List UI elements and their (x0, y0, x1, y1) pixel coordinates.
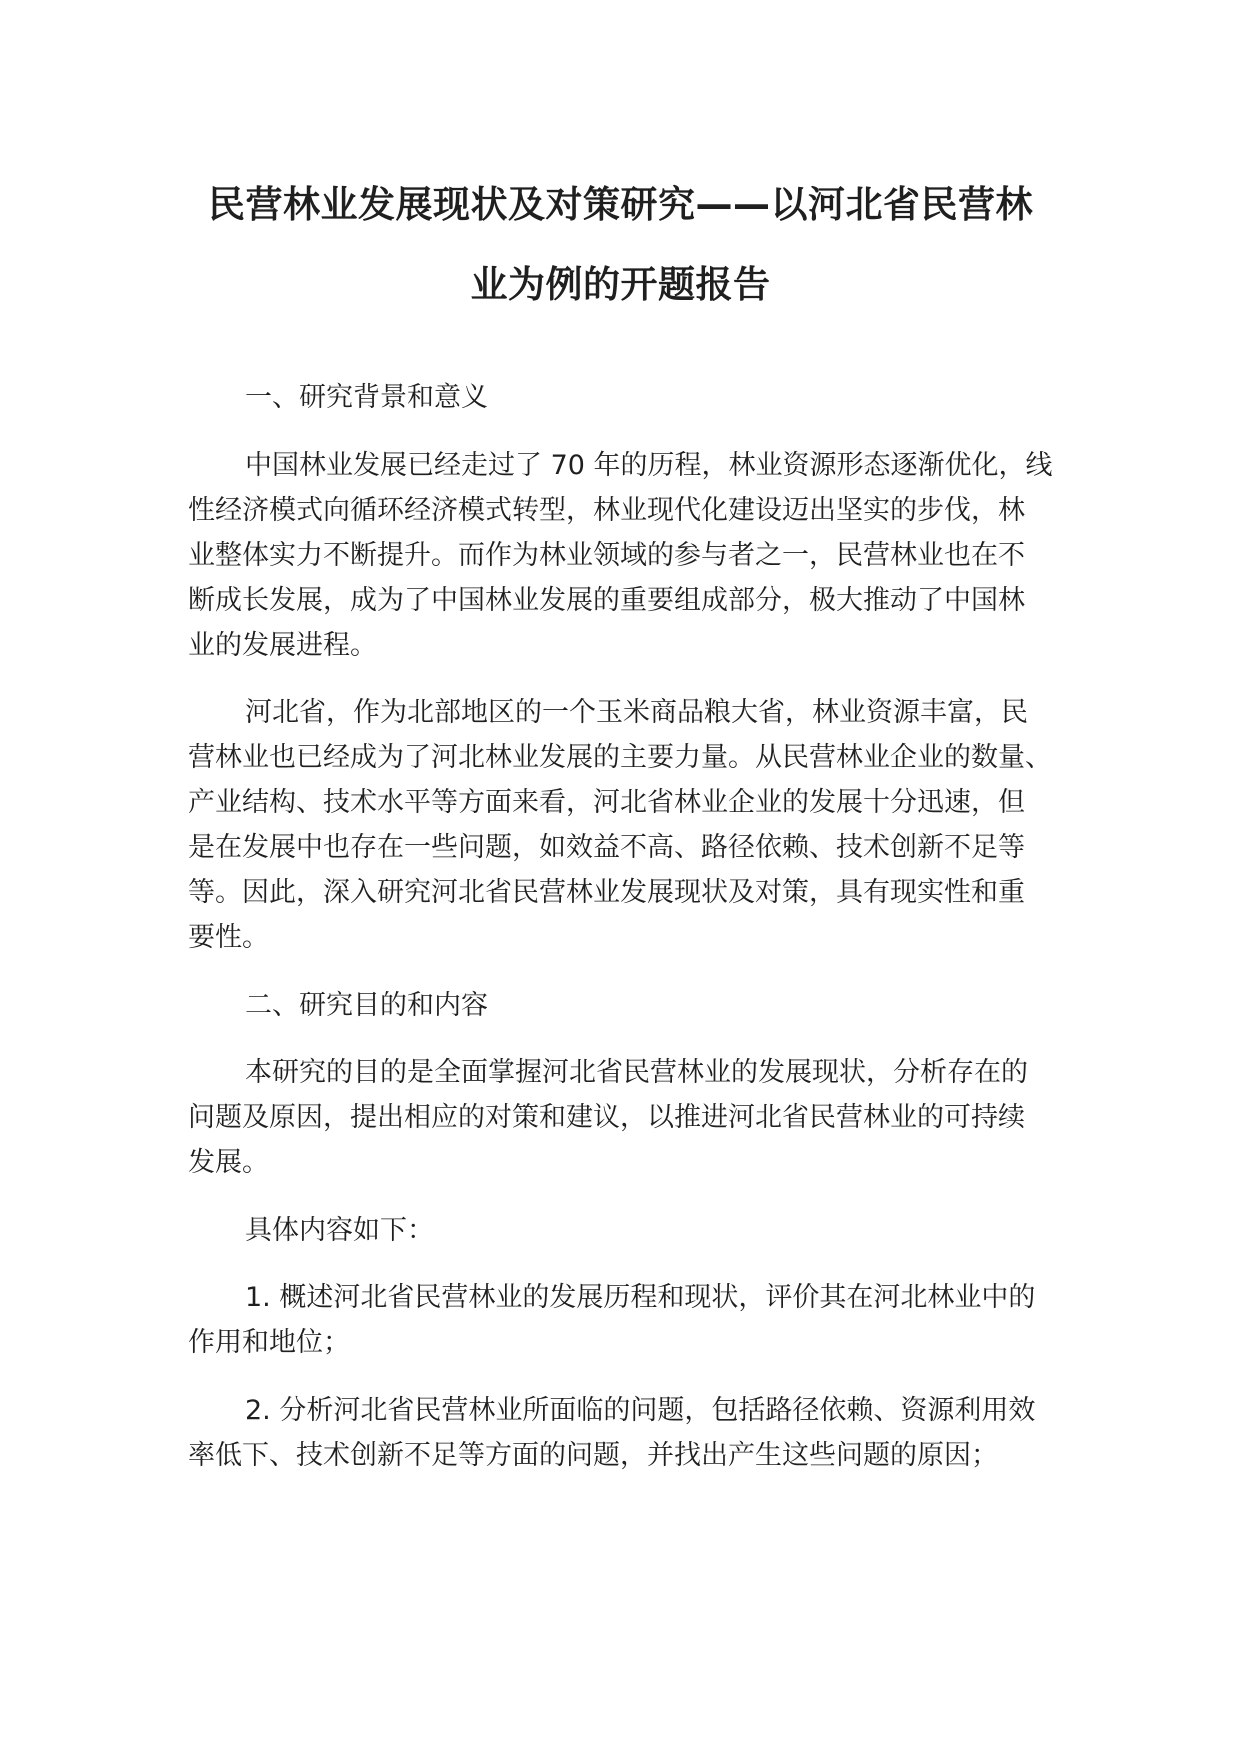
paragraph-line: 产业结构、技术水平等方面来看，河北省林业企业的发展十分迅速，但 (188, 787, 1025, 818)
paragraph-line: 具体内容如下： (245, 1214, 434, 1246)
paragraph-line: 是在发展中也存在一些问题，如效益不高、路径依赖、技术创新不足等 (188, 832, 1025, 863)
paragraph-line: 营林业也已经成为了河北林业发展的主要力量。从民营林业企业的数量、 (188, 742, 1052, 773)
paragraph (188, 1050, 1108, 1185)
document-body (188, 375, 1108, 1478)
paragraph-line: 业整体实力不断提升。而作为林业领域的参与者之一，民营林业也在不 (188, 539, 1025, 571)
section-heading-background-significance: 一、研究背景和意义 (245, 382, 488, 413)
paragraph-line: 要性。 (188, 922, 269, 953)
paragraph-line: 中国林业发展已经走过了 70 年的历程，林业资源形态逐渐优化，线 (245, 449, 1053, 481)
paragraph (188, 690, 1108, 960)
section-heading-purpose-content: 二、研究目的和内容 (245, 989, 488, 1021)
list-item-line: 作用和地位； (188, 1327, 350, 1358)
list-item (188, 1388, 1108, 1478)
list-intro (188, 1208, 1108, 1253)
paragraph-line: 发展。 (188, 1147, 269, 1178)
paragraph-line: 问题及原因，提出相应的对策和建议，以推进河北省民营林业的可持续 (188, 1102, 1025, 1133)
paragraph-line: 断成长发展，成为了中国林业发展的重要组成部分，极大推动了中国林 (188, 584, 1025, 616)
list-item (188, 1275, 1108, 1365)
paragraph-line: 业的发展进程。 (188, 629, 377, 661)
list-item-line: 1. 概述河北省民营林业的发展历程和现状，评价其在河北林业中的 (245, 1282, 1036, 1313)
document-title (0, 165, 1241, 325)
paragraph-line: 河北省，作为北部地区的一个玉米商品粮大省，林业资源丰富，民 (245, 697, 1028, 728)
paragraph-line: 本研究的目的是全面掌握河北省民营林业的发展现状，分析存在的 (245, 1057, 1028, 1088)
list-item-line: 率低下、技术创新不足等方面的问题，并找出产生这些问题的原因； (188, 1439, 998, 1471)
paragraph-line: 性经济模式向循环经济模式转型，林业现代化建设迈出坚实的步伐，林 (188, 494, 1025, 526)
list-item-line: 2. 分析河北省民营林业所面临的问题，包括路径依赖、资源利用效 (245, 1394, 1036, 1426)
title-line-2: 业为例的开题报告 (470, 263, 771, 306)
paragraph (188, 443, 1108, 668)
title-line-1: 民营林业发展现状及对策研究——以河北省民营林 (208, 183, 1033, 226)
paragraph-line: 等。因此，深入研究河北省民营林业发展现状及对策，具有现实性和重 (188, 877, 1025, 908)
